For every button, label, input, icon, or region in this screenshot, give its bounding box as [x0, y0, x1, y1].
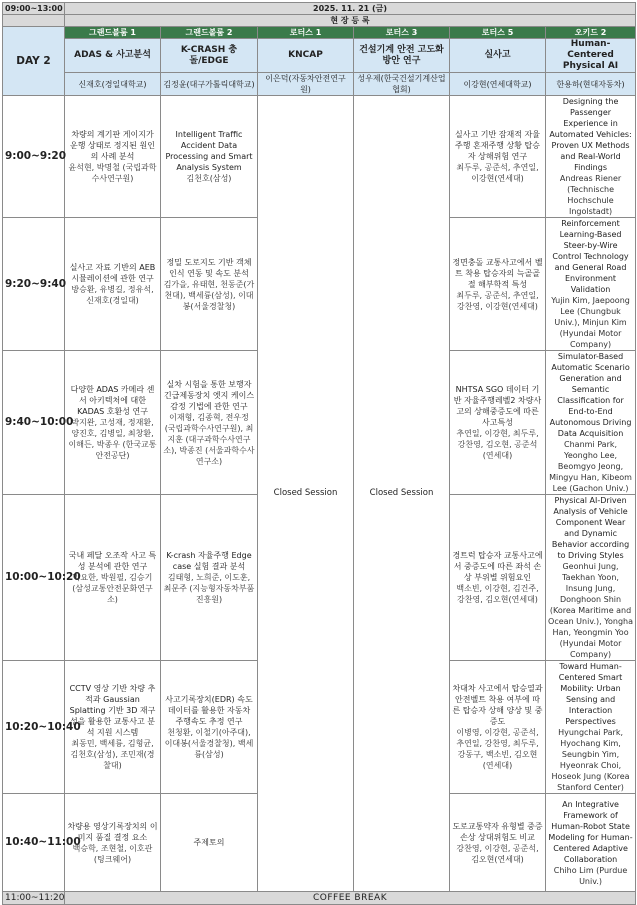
talk-title: 경트럭 탑승자 교통사고에서 중증도에 따른 좌석 손상 부위별 위험요인 — [452, 551, 543, 582]
session-chair: 성우제(한국건설기계산업협회) — [354, 73, 450, 96]
talk-authors: 강찬영, 이강현, 공준석, 김오현(연세대) — [456, 843, 539, 864]
talk-authors: 이재형, 김종혁, 전우정 (국립과학수사연구원), 최지훈 (대구과학수사연구소), 박종진 (서울과학수사연구소) — [163, 412, 255, 466]
talk-cell — [161, 661, 258, 794]
talk-title: 차량의 계기판 게이지가 운행 상태로 정지된 원인의 사례 분석 — [70, 130, 155, 161]
talk-title: An Integrative Framework of Human-Robot State Modeling for Human-Centered Adaptive Collaboration — [548, 799, 633, 864]
footer-time: 11:00~11:20 — [3, 892, 65, 905]
coffee-break: COFFEE BREAK — [65, 892, 636, 905]
talk-cell — [546, 218, 636, 351]
talk-cell — [450, 96, 546, 218]
talk-cell — [161, 495, 258, 661]
session-chair: 김정윤(대구가톨릭대학교) — [161, 73, 258, 96]
time-label: 9:20~9:40 — [3, 218, 65, 351]
talk-cell — [450, 794, 546, 892]
session-topic: KNCAP — [258, 39, 354, 73]
talk-authors: Geonhui Jung, Taekhan Yoon, Insung Jung, Donghoon Shin (Korea Maritime and Ocean Univ.), Yongha Han, Yeongmin Yoo (Hyundai Motor Company) — [548, 562, 634, 659]
talk-cell — [161, 96, 258, 218]
session-topic: 실사고 — [450, 39, 546, 73]
talk-cell — [546, 96, 636, 218]
talk-cell — [65, 351, 161, 495]
talk-title: Toward Human-Centered Smart Mobility: Urban Sensing and Interaction Perspectives — [558, 662, 623, 726]
time-label: 10:20~10:40 — [3, 661, 65, 794]
talk-cell — [65, 96, 161, 218]
schedule-page — [2, 2, 635, 903]
talk-authors: 최동민, 백세륭, 김형균, 김천호(삼성), 조민재(경찰대) — [70, 739, 155, 770]
talk-cell — [546, 794, 636, 892]
talk-authors: 추연일, 이강현, 최두루, 강찬영, 김오현, 공준석 (연세대) — [456, 429, 539, 460]
talk-authors: 박지완, 고성재, 정재환, 양진호, 김병일, 최창환, 이해든, 박종우 (한국교통안전공단) — [68, 418, 157, 460]
session-chair: 이강현(연세대학교) — [450, 73, 546, 96]
talk-authors: 최두루, 공준석, 추연일, 이강현(연세대) — [456, 163, 539, 183]
talk-title: 국내 페달 오조작 사고 특성 분석에 관한 연구 — [68, 551, 157, 571]
talk-title: Intelligent Traffic Accident Data Processing and Smart Analysis System — [165, 130, 253, 172]
talk-authors: 이병영, 이강현, 공준석, 추연일, 강찬영, 최두루, 강동구, 백소빈, 김오현 (연세대) — [456, 728, 539, 770]
talk-authors: Chiho Lim (Purdue Univ.) — [553, 865, 628, 886]
talk-authors: 최두루, 공준석, 추연일, 강찬영, 이강현(연세대) — [456, 290, 539, 311]
session-topic: K-CRASH 충돌/EDGE — [161, 39, 258, 73]
talk-cell — [450, 495, 546, 661]
talk-title: 정면충돌 교통사고에서 벨트 착용 탑승자의 늑골골절 해부학적 특성 — [452, 257, 543, 289]
talk-title: 사고기록장치(EDR) 속도 데이터를 활용한 자동차 주행속도 추정 연구 — [165, 695, 253, 726]
talk-authors: 김가을, 유태현, 천동준(가천대), 백세륭(삼성), 이대봉(서울경찰청) — [163, 279, 255, 311]
talk-title: 다양한 ADAS 카메라 센서 아키텍처에 대한 KADAS 호환성 연구 — [70, 385, 155, 416]
talk-authors: 백승학, 조현철, 이호관 (팅크웨어) — [72, 843, 153, 864]
time-slot-row — [3, 96, 636, 218]
talk-title: 도로교통약자 유형별 중증손상 상대위험도 비교 — [452, 821, 543, 842]
talk-authors: Hyungchai Park, Hyochang Kim, Seungbin Yim, Hyeonrak Choi, Hoseok Jung (Korea Stanford Center) — [551, 728, 630, 792]
talk-authors: 백소빈, 이강현, 김건주, 강찬영, 김오현(연세대) — [456, 584, 539, 604]
talk-title: 실사고 자료 기반의 AEB 시뮬레이션에 관한 연구 — [69, 263, 156, 283]
talk-title: K-crash 자율주행 Edge case 실험 결과 분석 — [166, 551, 252, 571]
talk-title: 실차 시험을 통한 보행자 긴급제동장치 엣지 케이스 감정 기법에 관한 연구 — [163, 379, 255, 411]
header-time: 09:00~13:00 — [3, 3, 65, 15]
talk-authors: 김태형, 노희준, 이도훈, 최문주 (지능형자동차부품진흥원) — [163, 573, 255, 604]
day-label: DAY 2 — [3, 27, 65, 96]
talk-cell — [161, 218, 258, 351]
time-label: 10:40~11:00 — [3, 794, 65, 892]
talk-authors: Yujin Kim, Jaepoong Lee (Chungbuk Univ.), Minjun Kim (Hyundai Motor Company) — [551, 296, 630, 349]
session-topic: 건설기계 안전 고도화 방안 연구 — [354, 39, 450, 73]
talk-title: Designing the Passenger Experience in Automated Vehicles: Proven UX Methods and Real-World Findings — [549, 97, 632, 172]
room-name: 오키드 2 — [546, 27, 636, 39]
session-topic: ADAS & 사고분석 — [65, 39, 161, 73]
talk-title: Physical AI-Driven Analysis of Vehicle Component Wear and Dynamic Behavior according to Driving Styles — [551, 496, 630, 560]
talk-title: CCTV 영상 기반 차량 추적과 Gaussian Splatting 기반 3D 재구성을 활용한 교통사고 분석 지원 시스템 — [69, 684, 156, 737]
time-label: 9:40~10:00 — [3, 351, 65, 495]
time-label: 9:00~9:20 — [3, 96, 65, 218]
talk-cell — [546, 351, 636, 495]
closed-session: Closed Session — [354, 96, 450, 892]
talk-cell — [450, 351, 546, 495]
talk-authors: 김천호(삼성) — [186, 174, 232, 183]
talk-title: Reinforcement Learning-Based Steer-by-Wire Control Technology and General Road Environment Validation — [552, 219, 629, 294]
talk-cell — [161, 351, 258, 495]
talk-authors: Andreas Riener (Technische Hochschule Ingolstadt) — [559, 174, 622, 216]
session-chair: 신재호(경일대학교) — [65, 73, 161, 96]
session-chair: 이은덕(자동차안전연구원) — [258, 73, 354, 96]
talk-cell — [161, 794, 258, 892]
room-name: 로터스 1 — [258, 27, 354, 39]
talk-authors: 방승환, 유병길, 정유석, 신재호(경일대) — [71, 285, 154, 305]
registration-label: 현 장 등 록 — [65, 15, 636, 27]
talk-cell — [450, 218, 546, 351]
room-name: 그랜드볼룸 1 — [65, 27, 161, 39]
talk-cell — [546, 495, 636, 661]
closed-session: Closed Session — [258, 96, 354, 892]
talk-cell — [65, 218, 161, 351]
talk-authors: Chanmi Park, Yeongho Lee, Beomgyo Jeong, Mingyu Han, Kibeom Lee (Gachon Univ.) — [549, 440, 632, 493]
talk-cell — [450, 661, 546, 794]
talk-cell — [65, 495, 161, 661]
session-topic: Human-Centered Physical AI — [546, 39, 636, 73]
talk-authors: 윤석현, 박명철 (국립과학수사연구원) — [68, 163, 157, 183]
talk-authors: 천청환, 이철기(아주대), 이대봉(서울경찰청), 백세륭(삼성) — [164, 728, 254, 759]
session-chair: 한용하(현대자동차) — [546, 73, 636, 96]
talk-title: NHTSA SGO 데이터 기반 자율주행레벨2 차량사고의 상해중증도에 따른 사고특성 — [453, 385, 542, 427]
talk-title: 정밀 도로지도 기반 객체인식 연동 및 속도 분석 — [166, 257, 252, 278]
header-date: 2025. 11. 21 (금) — [65, 3, 636, 15]
schedule-table — [2, 2, 636, 905]
room-name: 그랜드볼룸 2 — [161, 27, 258, 39]
talk-authors: 박요한, 박원필, 김승기 (삼성교통안전문화연구소) — [72, 573, 153, 604]
time-label: 10:00~10:20 — [3, 495, 65, 661]
talk-title: 차량용 영상기록장치의 이미지 품질 결정 요소 — [67, 821, 158, 842]
talk-title: 차대차 사고에서 탑승열과 안전벨트 착용 여부에 따른 탑승자 상해 양상 및 중증도 — [452, 684, 543, 726]
header-blank — [3, 15, 65, 27]
talk-title: 주제토의 — [193, 838, 225, 847]
talk-cell — [65, 794, 161, 892]
talk-title: 실사고 기반 잠재적 자율주행 혼재주행 상황 탑승자 상해위험 연구 — [455, 130, 540, 161]
room-name: 로터스 5 — [450, 27, 546, 39]
room-name: 로터스 3 — [354, 27, 450, 39]
talk-cell — [546, 661, 636, 794]
talk-title: Simulator-Based Automatic Scenario Generation and Semantic Classification for End-to-End Autonomous Driving Data Acquisition — [549, 352, 632, 438]
